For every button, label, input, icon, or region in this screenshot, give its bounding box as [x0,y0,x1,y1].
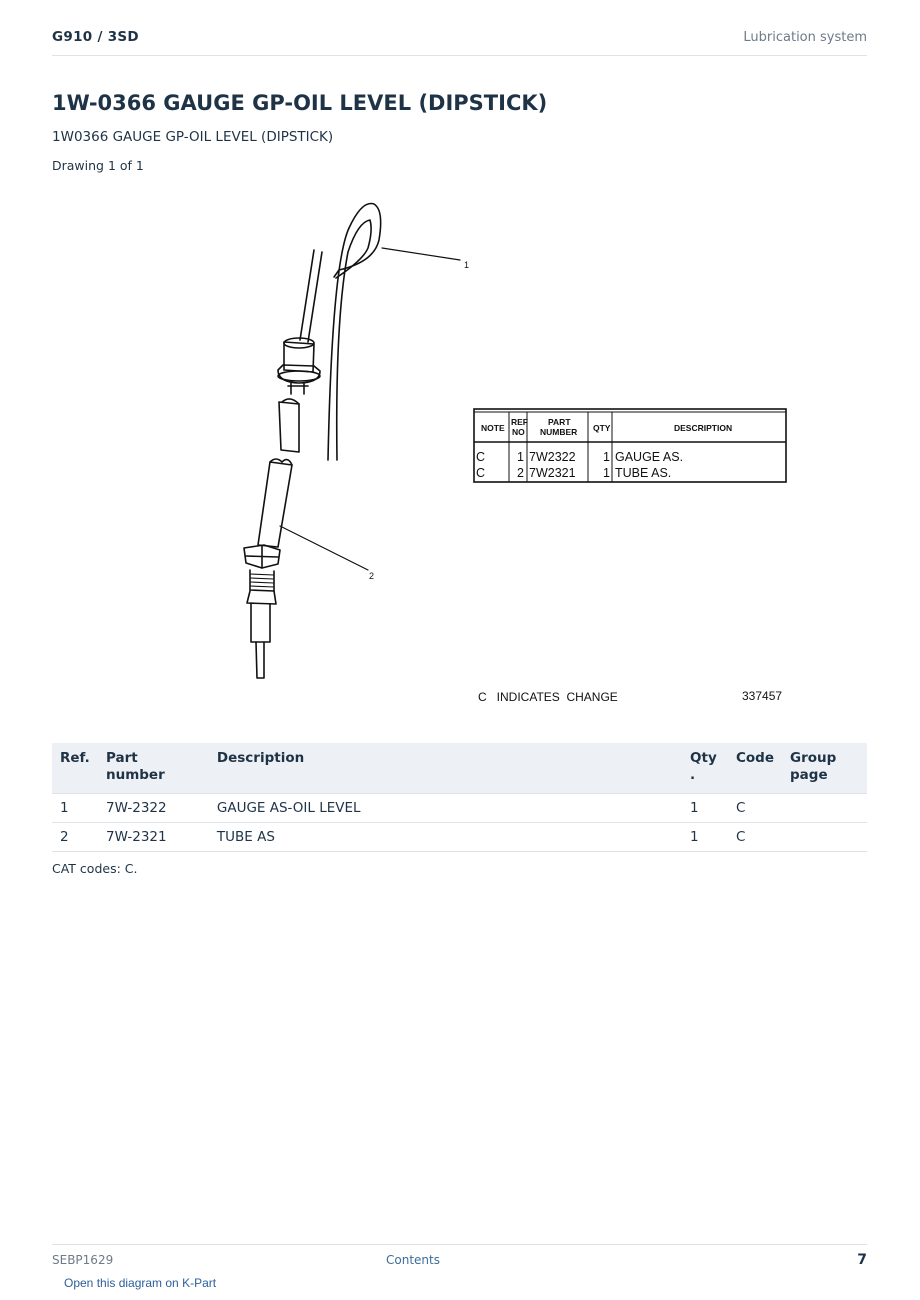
dipstick-drawing [52,190,867,725]
inset-row1-qty: 1 [603,450,610,464]
inset-row2-part: 7W2321 [529,466,576,480]
page-subtitle: 1W0366 GAUGE GP-OIL LEVEL (DIPSTICK) [52,129,334,145]
kpart-link[interactable]: Open this diagram on K-Part [64,1276,217,1290]
col-header-part-number: Part number [98,743,209,794]
inset-row1-ref: 1 [517,450,524,464]
inset-row1-part: 7W2322 [529,450,576,464]
inset-header-ref: REF [511,417,528,427]
dipstick-illustration [244,204,460,679]
row-qty: 1 [682,794,728,823]
col-header-group-page [782,743,867,794]
col-header-description: Description [209,743,682,794]
group-header-line2: page [790,767,828,783]
col-header-qty [682,743,728,794]
rod-tip [256,642,264,678]
lower-tube [251,603,270,642]
threaded-body [250,570,274,591]
page-number: 7 [857,1252,867,1268]
model-label: G910 / 3SD [52,29,139,45]
footer-divider [52,1244,867,1245]
inset-header-description: DESCRIPTION [674,423,733,433]
contents-link[interactable]: Contents [386,1253,440,1267]
group-header-line1: Group [790,750,837,766]
table-row [52,794,867,823]
row-code: C [728,823,782,852]
document-id: SEBP1629 [52,1253,114,1267]
row-ref: 1 [52,794,98,823]
inset-row2-qty: 1 [603,466,610,480]
section-label: Lubrication system [743,30,867,45]
inset-header-note: NOTE [481,423,505,433]
upper-rod-right [308,252,322,342]
row-code: C [728,794,782,823]
short-tube [279,402,299,452]
dipstick-loop-outer [328,204,381,461]
col-header-code: Code [728,743,782,794]
cat-codes-note: CAT codes: C. [52,861,138,876]
callout-1: 1 [464,260,470,270]
row-description: TUBE AS [209,823,682,852]
upper-rod-left [300,250,314,340]
parts-table [52,743,867,852]
inset-row1-description: GAUGE AS. [615,450,684,464]
row-group-page [782,794,867,823]
drawing-number: 337457 [742,689,783,703]
inset-header-part: PART [548,417,571,427]
row-part-number: 7W-2321 [98,823,209,852]
inset-row1-note: C [476,450,486,464]
parts-diagram [52,190,867,725]
parts-table-header [52,743,867,794]
inset-row2-description: TUBE AS. [615,466,672,480]
inset-parts-table [474,409,786,482]
row-qty: 1 [682,823,728,852]
leader-line-1 [382,248,460,260]
long-tube [258,462,292,547]
page [52,0,867,1300]
drawing-count: Drawing 1 of 1 [52,158,144,173]
row-ref: 2 [52,823,98,852]
inset-header-no: NO [512,427,525,437]
qty-header-line1: Qty [690,750,717,766]
col-header-ref: Ref. [52,743,98,794]
inset-header-number: NUMBER [540,427,578,437]
page-header [52,29,867,56]
callout-2: 2 [369,571,375,581]
inset-row2-note: C [476,466,486,480]
inset-row2-ref: 2 [517,466,524,480]
page-title: 1W-0366 GAUGE GP-OIL LEVEL (DIPSTICK) [52,91,548,115]
qty-header-line2: . [690,767,696,783]
table-row [52,823,867,852]
row-group-page [782,823,867,852]
row-description: GAUGE AS-OIL LEVEL [209,794,682,823]
leader-line-2 [280,526,368,570]
row-part-number: 7W-2322 [98,794,209,823]
inset-header-qty: QTY [593,423,611,433]
change-note: C INDICATES CHANGE [478,690,618,704]
